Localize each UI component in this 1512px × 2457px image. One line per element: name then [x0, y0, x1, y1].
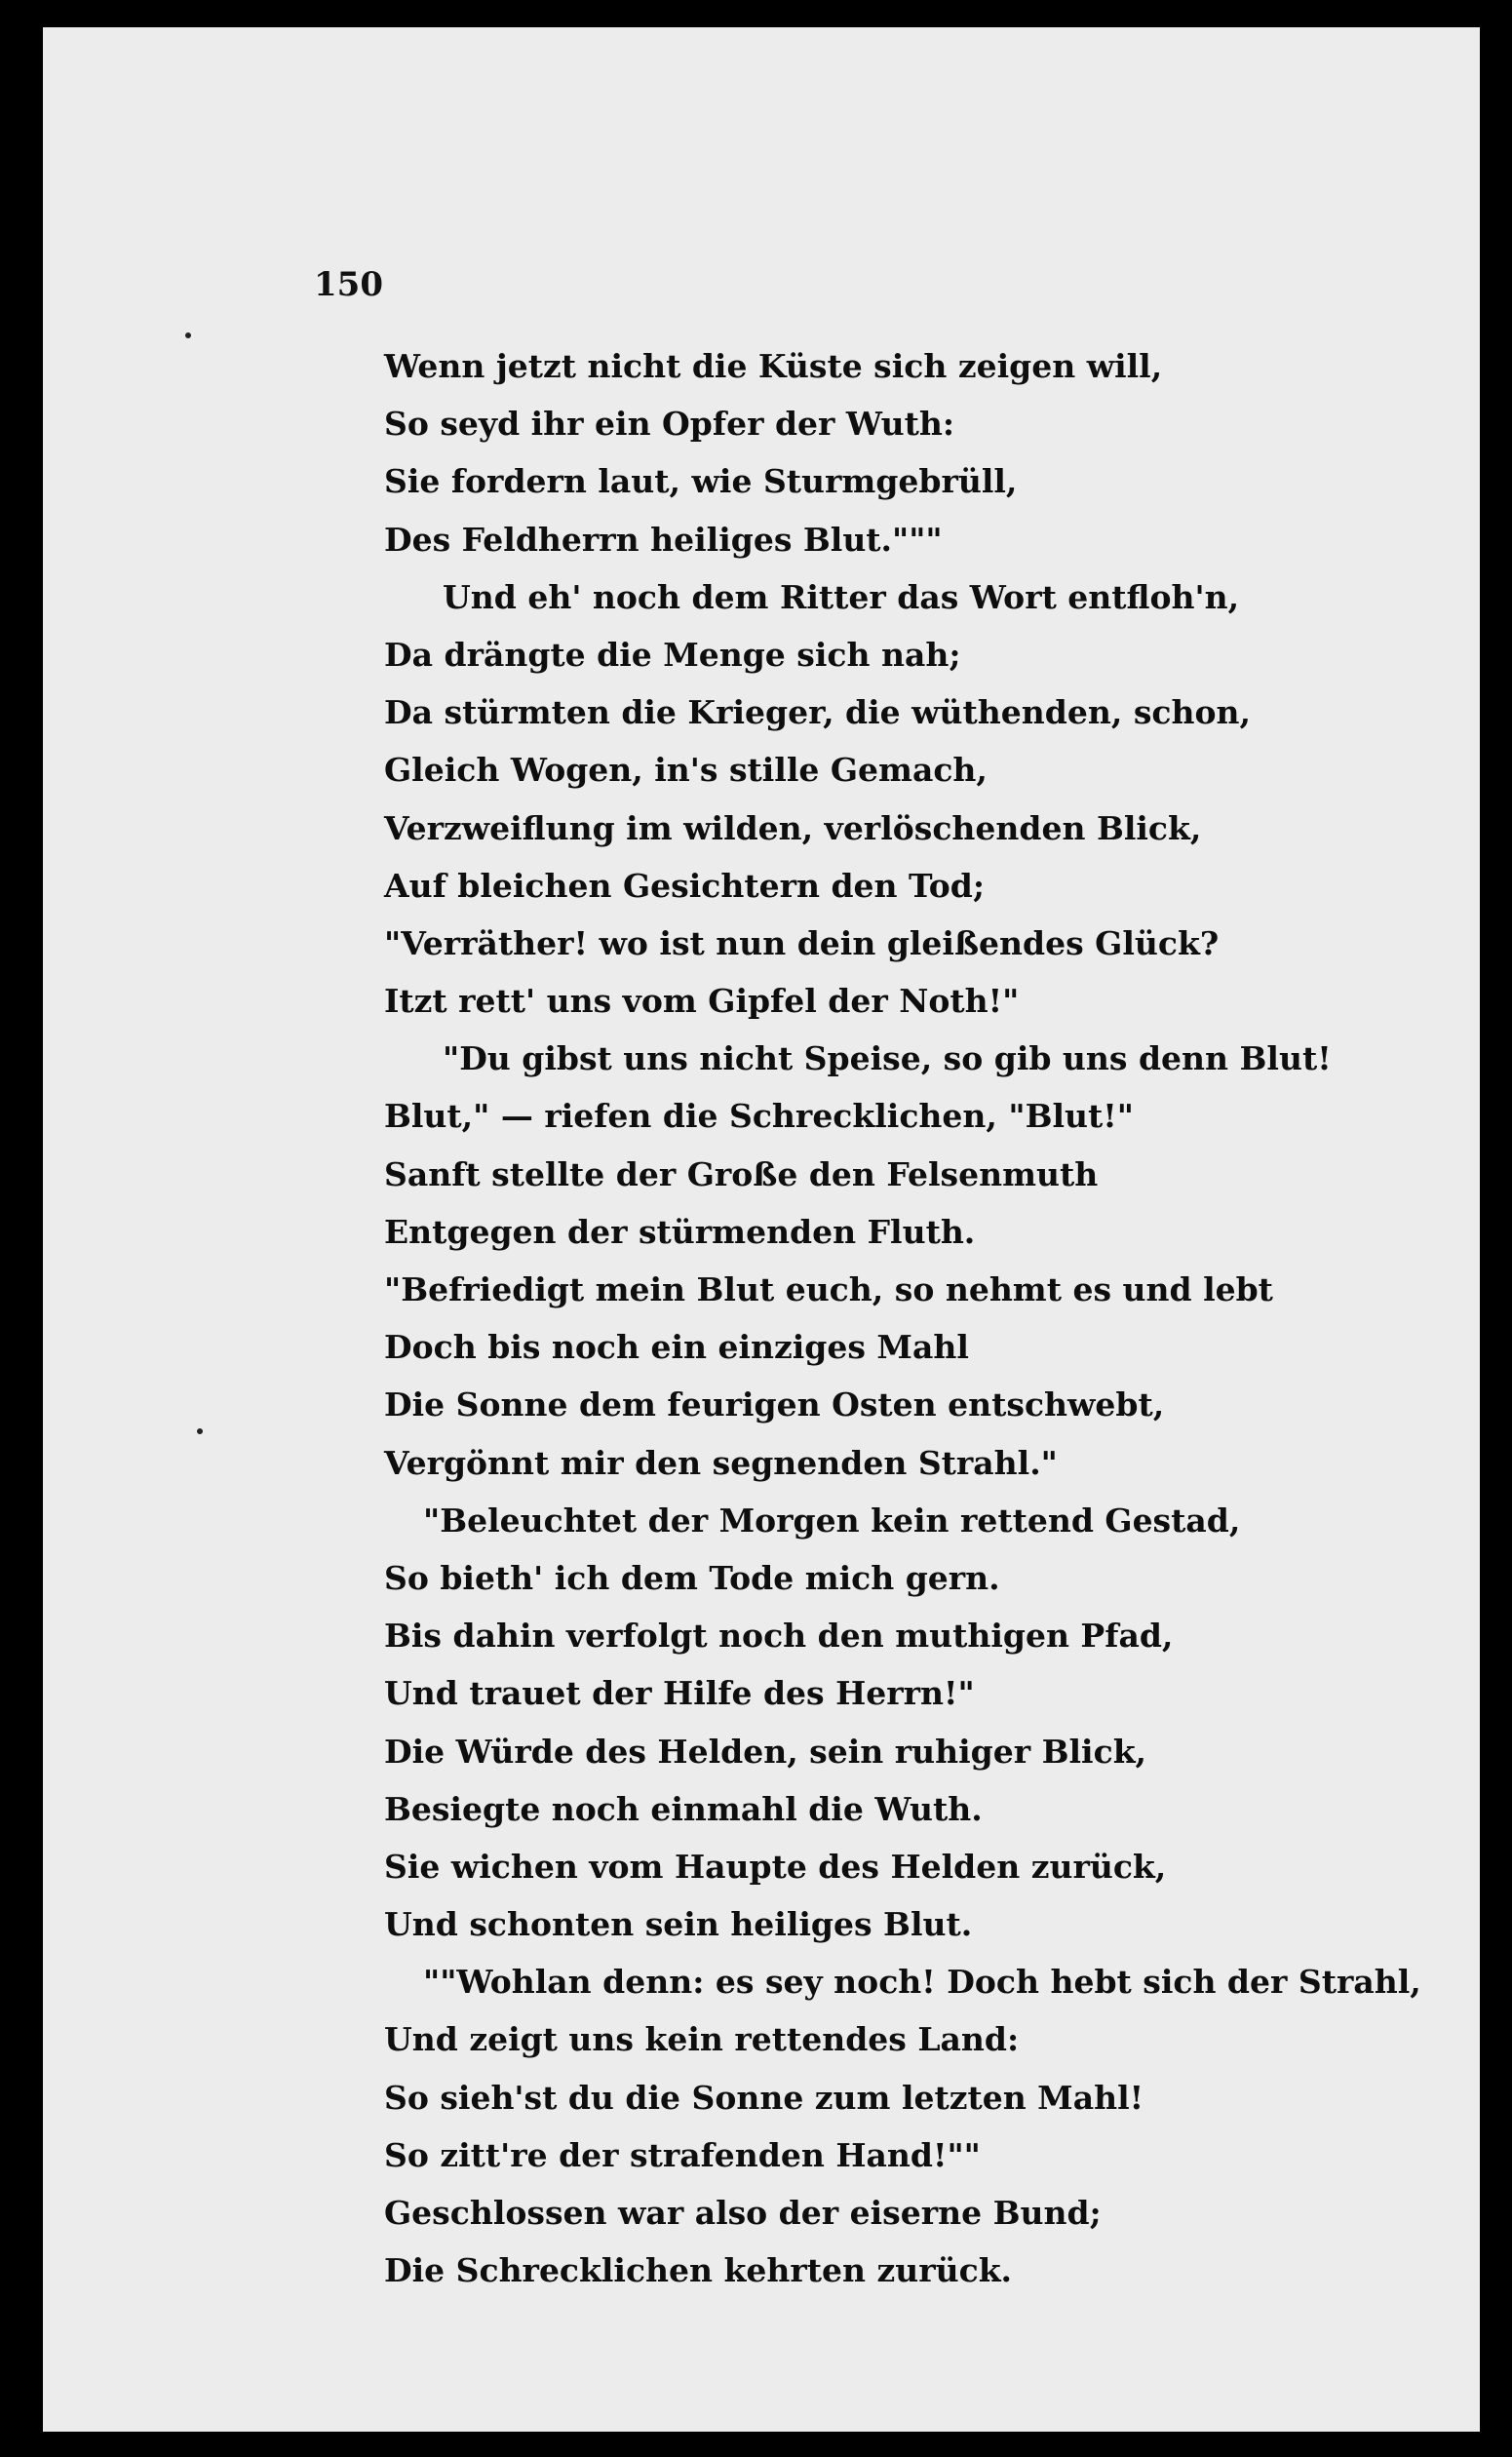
- verse-line: Doch bis noch ein einziges Mahl: [384, 1328, 969, 1367]
- verse-line: Bis dahin verfolgt noch den muthigen Pfad,: [384, 1617, 1174, 1656]
- verse-line: Geschlossen war also der eiserne Bund;: [384, 2194, 1102, 2232]
- verse-line: Vergönnt mir den segnenden Strahl.": [384, 1443, 1058, 1482]
- verse-line: Besiegte noch einmahl die Wuth.: [384, 1789, 983, 1828]
- page-number: 150: [314, 265, 383, 304]
- verse-line: Die Schrecklichen kehrten zurück.: [384, 2251, 1013, 2290]
- verse-line: Und schonten sein heiliges Blut.: [384, 1905, 973, 1944]
- verse-line: So zitt're der strafenden Hand!"": [384, 2135, 981, 2174]
- ink-speck: [185, 332, 191, 338]
- verse-line: Da stürmten die Krieger, die wüthenden, schon,: [384, 693, 1251, 732]
- verse-line: Sanft stellte der Große den Felsenmuth: [384, 1154, 1099, 1193]
- verse-line: Und eh' noch dem Ritter das Wort entfloh'n,: [443, 577, 1240, 616]
- book-page: [43, 27, 1480, 2432]
- poem-text: [384, 337, 1421, 2299]
- verse-line: So bieth' ich dem Tode mich gern.: [384, 1558, 1000, 1597]
- verse-line: Sie fordern laut, wie Sturmgebrüll,: [384, 462, 1018, 501]
- verse-line: Und trauet der Hilfe des Herrn!": [384, 1674, 975, 1713]
- verse-line: ""Wohlan denn: es sey noch! Doch hebt sich der Strahl,: [423, 1963, 1421, 2002]
- verse-line: Blut," — riefen die Schrecklichen, "Blut!": [384, 1097, 1134, 1136]
- verse-line: So sieh'st du die Sonne zum letzten Mahl!: [384, 2078, 1144, 2117]
- verse-line: Wenn jetzt nicht die Küste sich zeigen will,: [384, 347, 1163, 385]
- verse-line: Die Sonne dem feurigen Osten entschwebt,: [384, 1385, 1165, 1424]
- verse-line: "Befriedigt mein Blut euch, so nehmt es und lebt: [384, 1270, 1273, 1308]
- verse-line: "Beleuchtet der Morgen kein rettend Gestad,: [423, 1501, 1241, 1540]
- ink-speck: [197, 1428, 203, 1434]
- verse-line: Sie wichen vom Haupte des Helden zurück,: [384, 1847, 1167, 1886]
- verse-line: Auf bleichen Gesichtern den Tod;: [384, 866, 986, 905]
- verse-line: Gleich Wogen, in's stille Gemach,: [384, 751, 988, 790]
- verse-line: Itzt rett' uns vom Gipfel der Noth!": [384, 982, 1020, 1021]
- verse-line: Des Feldherrn heiliges Blut.""": [384, 520, 943, 559]
- verse-line: "Verräther! wo ist nun dein gleißendes Glück?: [384, 923, 1220, 962]
- verse-line: Die Würde des Helden, sein ruhiger Blick,: [384, 1732, 1147, 1771]
- verse-line: "Du gibst uns nicht Speise, so gib uns denn Blut!: [443, 1039, 1332, 1078]
- verse-line: Da drängte die Menge sich nah;: [384, 635, 961, 674]
- verse-line: So seyd ihr ein Opfer der Wuth:: [384, 405, 955, 444]
- verse-line: Verzweiflung im wilden, verlöschenden Blick,: [384, 808, 1202, 847]
- verse-line: Und zeigt uns kein rettendes Land:: [384, 2020, 1020, 2059]
- verse-line: Entgegen der stürmenden Fluth.: [384, 1212, 976, 1251]
